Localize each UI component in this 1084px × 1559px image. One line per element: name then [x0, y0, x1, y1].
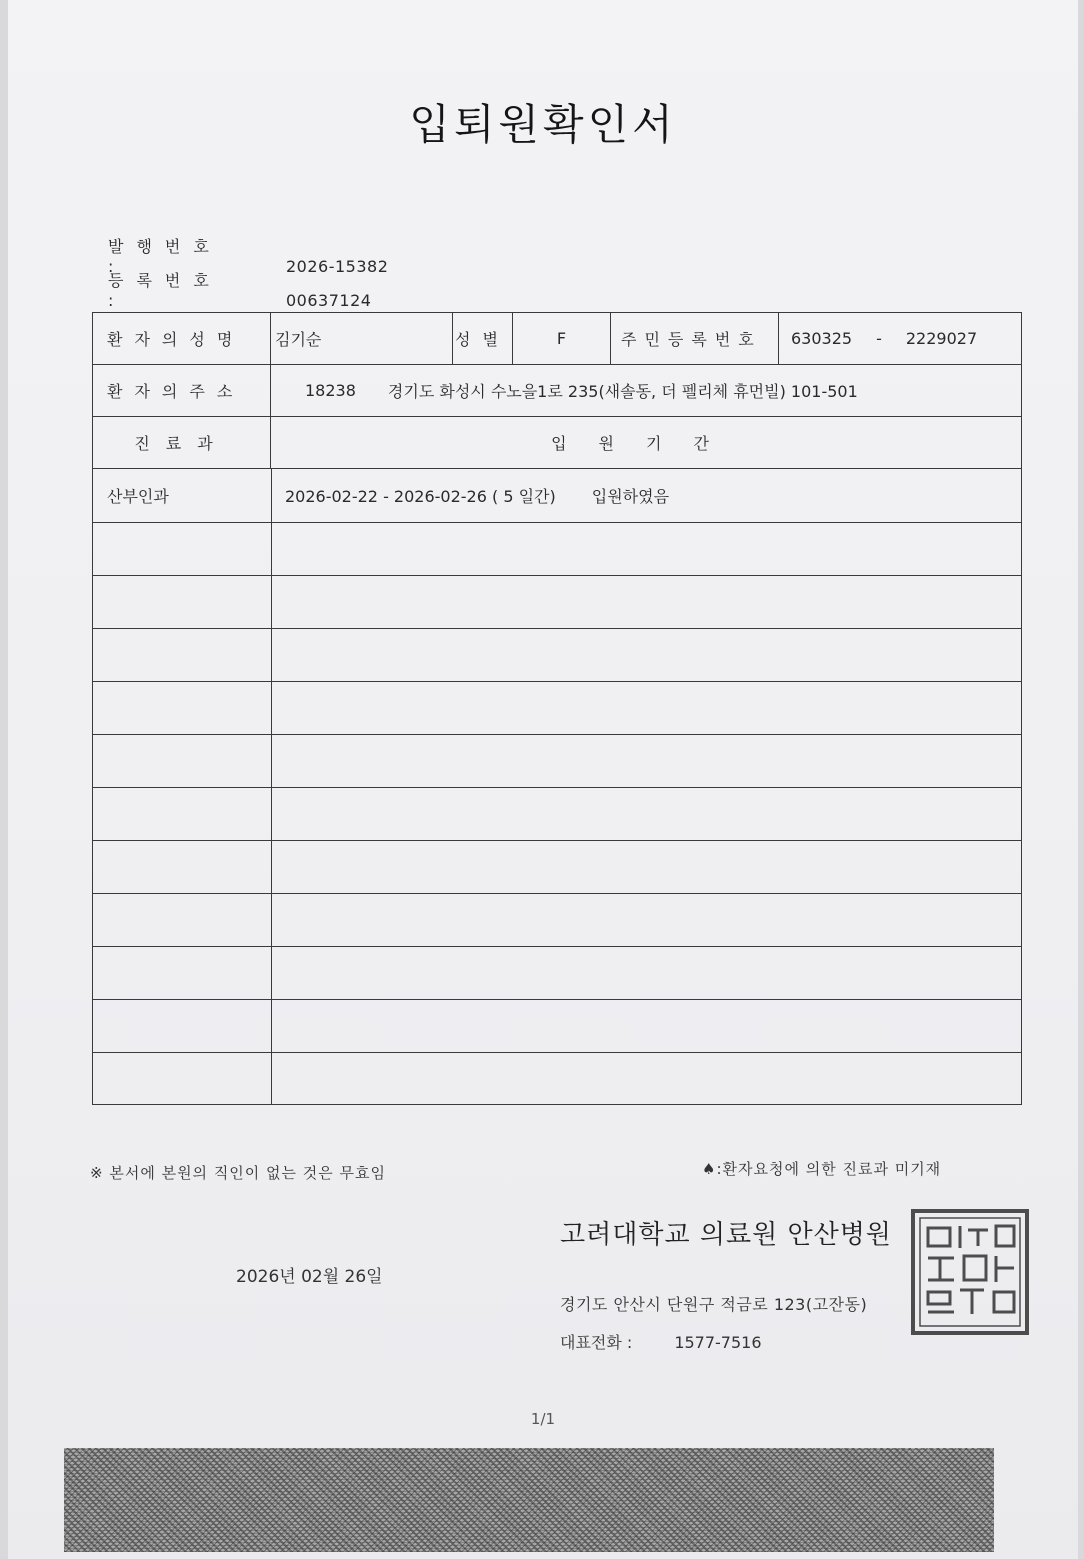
empty-table-row [93, 629, 1021, 682]
rrn-separator: - [876, 329, 882, 348]
column-divider [271, 469, 272, 1104]
rrn-front: 630325 [791, 329, 853, 348]
page-number: 1/1 [530, 1410, 556, 1428]
empty-table-row [93, 894, 1021, 947]
invalid-without-seal-note: ※ 본서에 본원의 직인이 없는 것은 무효임 [90, 1164, 387, 1182]
empty-table-row [93, 947, 1021, 1000]
rrn-value [779, 313, 1021, 364]
admission-period: 2026-02-22 - 2026-02-26 ( 5 일간) [285, 487, 556, 506]
phone-value: 1577-7516 [674, 1333, 762, 1352]
department-header: 진료과 [93, 417, 271, 468]
admission-form-table [92, 312, 1022, 1105]
address-text: 경기도 화성시 수노을1로 235(새솔동, 더 펠리체 휴먼빌) 101-501 [387, 382, 858, 401]
empty-table-row [93, 841, 1021, 894]
hospital-name: 고려대학교 의료원 안산병원 [560, 1220, 892, 1250]
registration-number-label: 등록번호 : [108, 271, 222, 310]
table-header-row [93, 417, 1021, 469]
address-label: 환자의주소 [93, 365, 271, 416]
hospital-address: 경기도 안산시 단원구 적금로 123(고잔동) [560, 1295, 868, 1314]
official-seal-stamp [910, 1208, 1030, 1336]
sex-label: 성별 [453, 313, 513, 364]
period-value [271, 469, 1021, 522]
patient-name-label: 환자의성명 [93, 313, 271, 364]
issue-number-value: 2026-15382 [286, 257, 389, 276]
registration-number-row [108, 268, 371, 310]
registration-number-value: 00637124 [286, 291, 372, 310]
table-row [93, 469, 1021, 523]
sex-value: F [513, 313, 611, 364]
document-page [8, 0, 1078, 1559]
empty-table-row [93, 1000, 1021, 1053]
document-title: 입퇴원확인서 [409, 100, 677, 149]
issue-date: 2026년 02월 26일 [236, 1267, 383, 1287]
empty-table-row [93, 735, 1021, 788]
empty-table-row [93, 1053, 1021, 1106]
empty-table-row [93, 788, 1021, 841]
patient-name-value: 김기순 [271, 313, 453, 364]
address-value [271, 365, 1021, 416]
rrn-back: 2229027 [905, 329, 978, 348]
patient-info-row [93, 313, 1021, 365]
period-header: 입원기간 [551, 434, 741, 453]
phone-label: 대표전화 : [560, 1333, 633, 1352]
address-row [93, 365, 1021, 417]
security-pattern-band [64, 1448, 994, 1552]
department-value: 산부인과 [107, 487, 169, 506]
zip-code: 18238 [305, 381, 356, 400]
empty-table-row [93, 682, 1021, 735]
admission-status: 입원하였음 [591, 487, 670, 506]
empty-table-row [93, 523, 1021, 576]
rrn-label: 주민등록번호 [611, 313, 779, 364]
request-note: ♠:환자요청에 의한 진료과 미기재 [702, 1160, 942, 1178]
issue-number-label: 발행번호 : [108, 237, 222, 276]
hospital-phone [560, 1330, 762, 1353]
empty-table-row [93, 576, 1021, 629]
